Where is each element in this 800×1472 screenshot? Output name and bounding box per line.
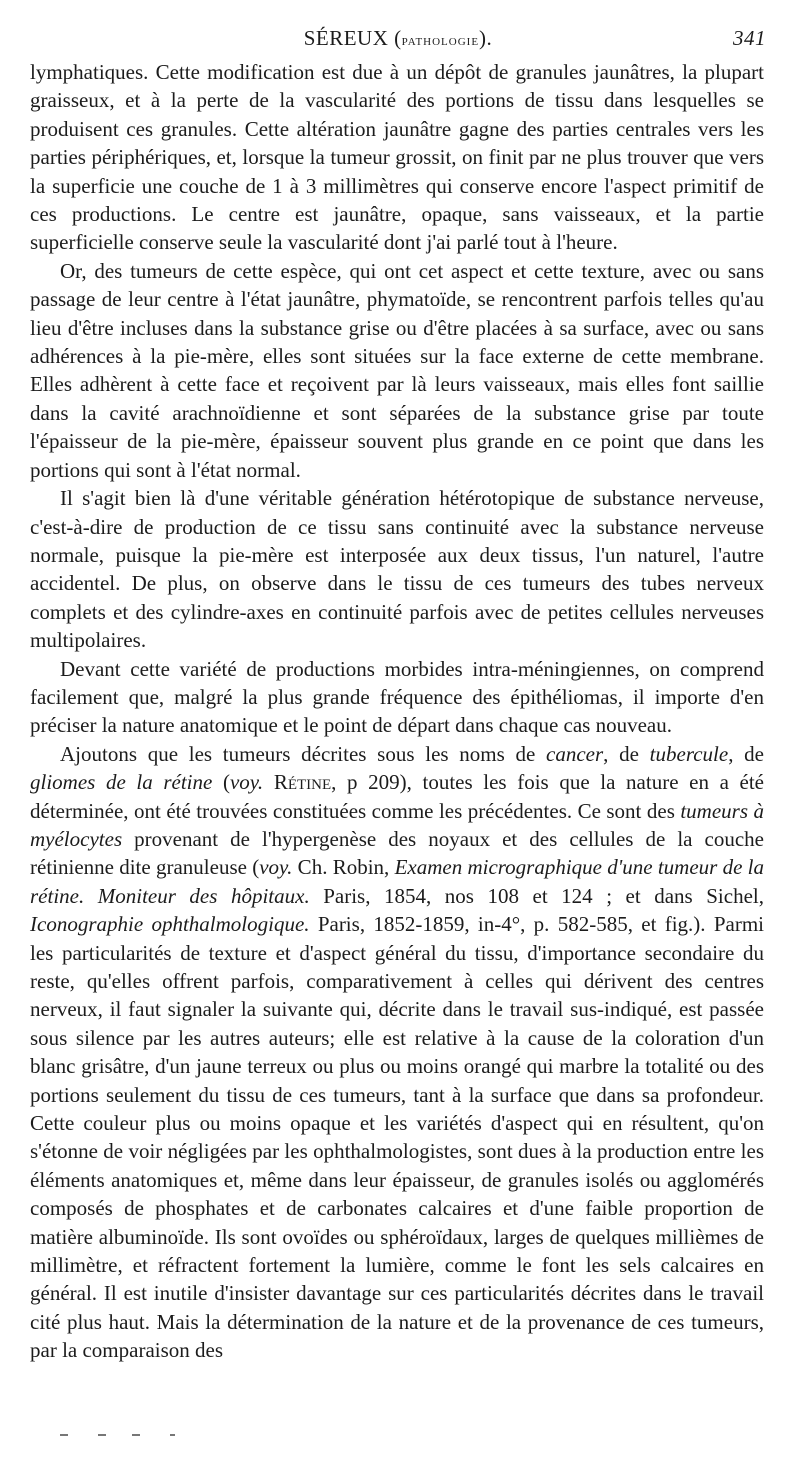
stray-mark (132, 1434, 140, 1436)
footer-marks (60, 1430, 740, 1440)
text-run: Paris, 1854, nos 108 et 124 ; et dans Sichel, (309, 883, 764, 908)
italic-run: tumeurs à myélocytes (30, 798, 764, 851)
text-run: Ch. Robin, (292, 855, 395, 880)
italic-run: gliomes de la rétine (30, 770, 213, 795)
page-number: 341 (733, 26, 766, 50)
paragraph (30, 257, 764, 484)
paragraph (30, 740, 764, 1365)
italic-run: cancer (546, 741, 604, 766)
text-run: Ajoutons que les tumeurs décrites sous les noms de (60, 741, 547, 766)
italic-run: voy. (259, 855, 293, 880)
text-run: Or, des tumeurs de cette espèce, qui ont cet aspect et cette texture, avec ou sans passage de leur centre à l'état jaunâtre, phymatoïde, se rencontrent parfois telles qu'au lieu d'être incluses dans la substance grise ou d'être placées à sa surface, avec ou sans adhérences à la pie-mère, elles sont situées sur la face externe de cette membrane. Elles adhèrent à cette face et reçoivent par là leurs vaisseaux, mais elles font saillie dans la cavité arachnoïdienne et sont séparées de la substance grise par toute l'épaisseur de la pie-mère, épaisseur souvent plus grande en ce point que dans les portions qui sont à l'état normal. (30, 258, 764, 482)
italic-run: Examen micrographique d'une tumeur de la rétine. Moniteur des hôpitaux. (30, 855, 764, 908)
stray-mark (98, 1434, 106, 1436)
title-main: SÉREUX ( (303, 26, 402, 50)
paragraph (30, 655, 764, 740)
body-text (30, 58, 764, 1365)
italic-run: Iconographie ophthalmologique. (30, 912, 310, 937)
italic-run: voy. (229, 770, 264, 795)
stray-mark (60, 1434, 68, 1436)
paragraph (30, 58, 764, 257)
text-run: Paris, 1852-1859, in-4°, p. 582-585, et fig.). Parmi les particularités de texture et d'aspect général du tissu, d'importance secondaire du reste, qu'elles offrent parfois, comparativement à celles qui dérivent des centres nerveux, il faut signaler la suivante qui, décrite dans le travail sus-indiqué, est passée sous silence par les autres auteurs; elle est relative à la cause de la coloration d'un blanc grisâtre, d'un jaune terreux ou plus ou moins orangé qui marbre la totalité ou des portions seulement du tissu de ces tumeurs, tant à la surface que dans sa profondeur. Cette couleur plus ou moins opaque et les variétés d'aspect qui en résultent, qu'on s'étonne de voir négligées par les ophthalmologistes, sont dues à la production entre les éléments anatomiques et, même dans leur épaisseur, de granules isolés ou agglomérés composés de phosphates et de carbonates calcaires et d'une faible proportion de matière albuminoïde. Ils sont ovoïdes ou sphéroïdaux, larges de quelques millièmes de millimètre, et réfractent fortement la lumière, comme le font les sels calcaires en général. Il est inutile d'insister davantage sur ces particularités décrites dans le travail cité plus haut. Mais la détermination de la nature et de la provenance de ces tumeurs, par la comparaison des (30, 912, 764, 1363)
title-end: ). (479, 26, 493, 50)
small-caps-run: Rétine (273, 770, 332, 795)
running-header (30, 26, 766, 56)
text-run (263, 770, 274, 794)
text-run: lymphatiques. Cette modification est due à un dépôt de granules jaunâtres, la plupart graisseux, et à la perte de la vascularité des portions de tissu dans lesquelles se produisent ces granules. Cette altération jaunâtre gagne des parties centrales vers les parties périphériques, et, lorsque la tumeur grossit, on finit par ne plus trouver que vers la superficie une couche de 1 à 3 millimètres qui conserve encore l'aspect primitif de ces productions. Le centre est jaunâtre, opaque, sans vaisseaux, et la partie superficielle conserve seule la vascularité dont j'ai parlé tout à l'heure. (30, 60, 764, 255)
text-run: Il s'agit bien là d'une véritable génération hétérotopique de substance nerveuse, c'est-à-dire de production de ce tissu sans continuité avec la substance nerveuse normale, puisque la pie-mère est interposée aux deux tissus, l'un naturel, l'autre accidentel. De plus, on observe dans le tissu de ces tumeurs des tubes nerveux complets et des cylindre-axes en continuité parfois avec de petites cellules nerveuses multipolaires. (30, 486, 764, 653)
running-title (30, 26, 766, 51)
italic-run: tubercule (649, 741, 729, 766)
text-run: Devant cette variété de productions morbides intra-méningiennes, on comprend facilement que, malgré la plus grande fréquence des épithéliomas, il importe d'en préciser la nature anatomique et le point de départ dans chaque cas nouveau. (30, 656, 764, 738)
text-run: , p 209), toutes les fois que la nature en a été déterminée, ont été trouvées constituées comme les précédentes. Ce sont des (30, 770, 765, 823)
text-run: , de (728, 741, 764, 766)
text-run: , de (603, 741, 650, 766)
text-run: provenant de l'hypergenèse des noyaux et des cellules de la couche rétinienne dite granuleuse ( (30, 826, 764, 880)
paragraph (30, 484, 764, 654)
title-subject: pathologie (401, 32, 480, 49)
text-run: ( (212, 770, 230, 795)
stray-mark (170, 1434, 175, 1436)
